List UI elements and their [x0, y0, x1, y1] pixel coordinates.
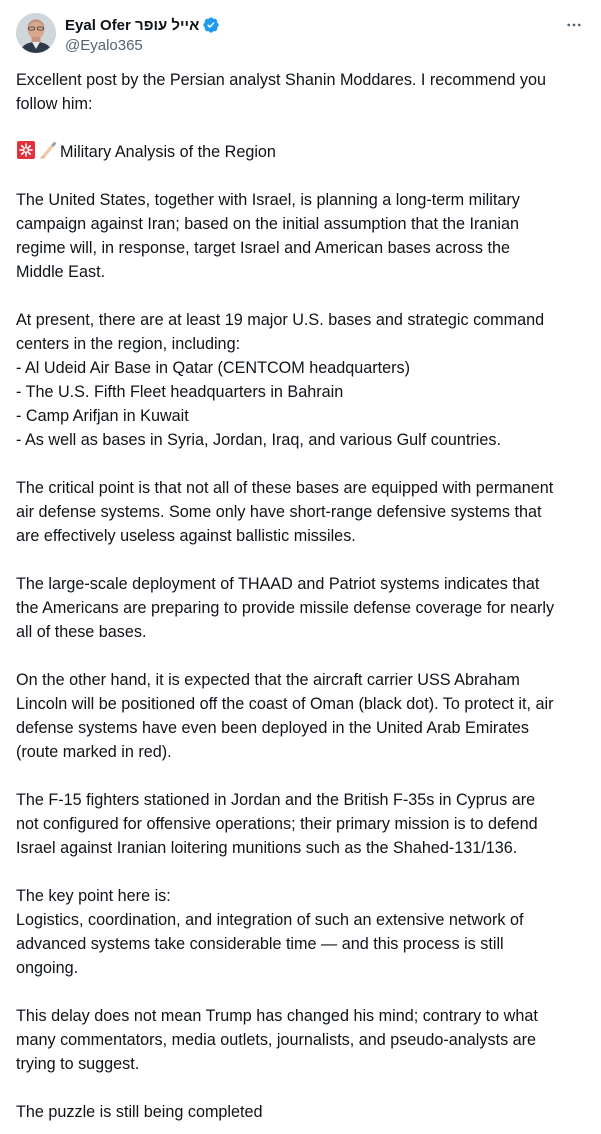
text-line: Israel against Iranian loitering munitions such as the Shahed-131/136.	[16, 839, 518, 857]
list-item: - Camp Arifjan in Kuwait	[16, 407, 189, 425]
text-line: advanced systems take considerable time — and this process is still	[16, 935, 504, 953]
paragraph-4	[16, 572, 588, 644]
author-handle[interactable]: @Eyalo365	[65, 37, 143, 54]
paragraph-intro	[16, 68, 588, 116]
list-item: - As well as bases in Syria, Jordan, Iraq, and various Gulf countries.	[16, 431, 501, 449]
heading-text: Military Analysis of the Region	[60, 143, 276, 161]
paragraph-8	[16, 1004, 588, 1076]
text-line: follow him:	[16, 95, 93, 113]
text-line: ongoing.	[16, 959, 79, 977]
text-line: campaign against Iran; based on the initial assumption that the Iranian	[16, 215, 520, 233]
text-line: The key point here is:	[16, 887, 171, 905]
paragraph-heading	[16, 140, 588, 164]
display-name[interactable]: Eyal Ofer אייל עופר	[65, 16, 200, 34]
text-line: Logistics, coordination, and integration of such an extensive network of	[16, 911, 524, 929]
heading-line	[16, 140, 588, 164]
writing-hand-icon	[38, 140, 58, 160]
text-line: This delay does not mean Trump has changed his mind; contrary to what	[16, 1007, 538, 1025]
verified-badge-icon[interactable]	[202, 16, 220, 34]
display-name-row	[65, 15, 220, 35]
paragraph-5	[16, 668, 588, 764]
text-line: At present, there are at least 19 major U.S. bases and strategic command	[16, 311, 545, 329]
paragraph-7	[16, 884, 588, 980]
more-horizontal-icon[interactable]	[562, 15, 586, 35]
text-line: many commentators, media outlets, journalists, and pseudo-analysts are	[16, 1031, 537, 1049]
text-line: the Americans are preparing to provide missile defense coverage for nearly	[16, 599, 555, 617]
text-line: On the other hand, it is expected that the aircraft carrier USS Abraham	[16, 671, 520, 689]
paragraph-1	[16, 188, 588, 284]
avatar-image	[16, 13, 56, 53]
tweet-text	[16, 68, 588, 1124]
text-line: The United States, together with Israel, is planning a long-term military	[16, 191, 520, 209]
text-line: The puzzle is still being completed	[16, 1103, 263, 1121]
text-line: Lincoln will be positioned off the coast of Oman (black dot). To protect it, air	[16, 695, 554, 713]
text-line: Middle East.	[16, 263, 106, 281]
list-item: - The U.S. Fifth Fleet headquarters in Bahrain	[16, 383, 344, 401]
text-line: The F-15 fighters stationed in Jordan and the British F-35s in Cyprus are	[16, 791, 536, 809]
text-line: all of these bases.	[16, 623, 147, 641]
author-names	[65, 15, 220, 54]
list-item: - Al Udeid Air Base in Qatar (CENTCOM headquarters)	[16, 359, 411, 377]
police-siren-icon	[16, 140, 36, 160]
text-line: The critical point is that not all of these bases are equipped with permanent	[16, 479, 554, 497]
paragraph-3	[16, 476, 588, 548]
text-line: not configured for offensive operations; their primary mission is to defend	[16, 815, 538, 833]
paragraph-9	[16, 1100, 588, 1124]
paragraph-6	[16, 788, 588, 860]
text-line: are effectively useless against ballistic missiles.	[16, 527, 356, 545]
paragraph-2	[16, 308, 588, 452]
text-line: defense systems have even been deployed in the United Arab Emirates	[16, 719, 529, 737]
text-line: The large-scale deployment of THAAD and Patriot systems indicates that	[16, 575, 540, 593]
text-line: trying to suggest.	[16, 1055, 140, 1073]
text-line: (route marked in red).	[16, 743, 172, 761]
tweet-header	[16, 13, 586, 57]
text-line: air defense systems. Some only have short-range defensive systems that	[16, 503, 542, 521]
text-line: regime will, in response, target Israel and American bases across the	[16, 239, 510, 257]
text-line: Excellent post by the Persian analyst Shanin Moddares. I recommend you	[16, 71, 546, 89]
text-line: centers in the region, including:	[16, 335, 241, 353]
avatar[interactable]	[16, 13, 56, 53]
